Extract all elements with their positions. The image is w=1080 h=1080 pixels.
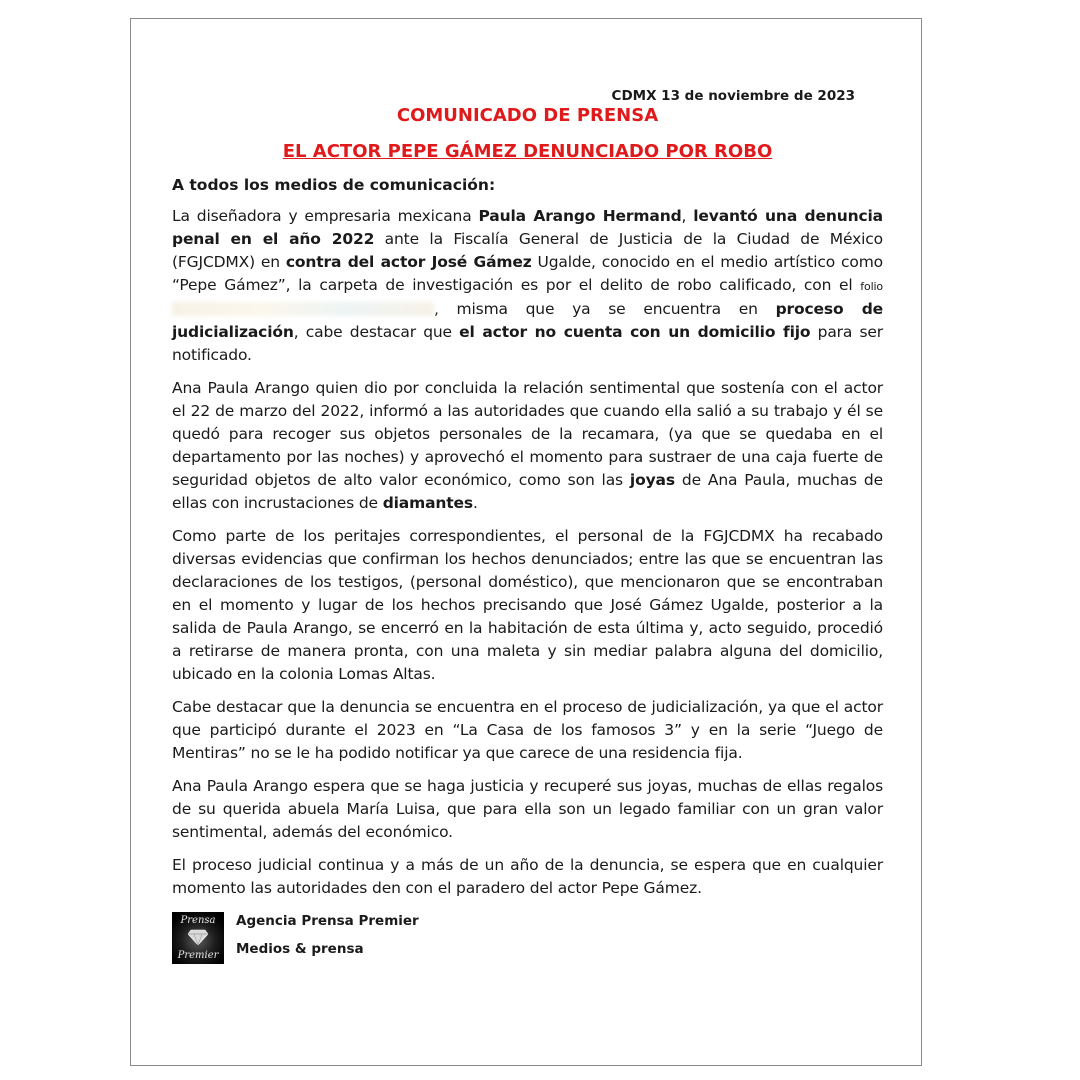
agency-name: Agencia Prensa Premier xyxy=(236,913,419,929)
redacted-folio-number xyxy=(172,302,434,316)
folio-label: folio xyxy=(860,280,883,293)
salutation: A todos los medios de comunicación: xyxy=(172,176,496,194)
signature-text xyxy=(236,912,419,958)
logo-text-bottom: Premier xyxy=(177,950,219,961)
paragraph-3: Como parte de los peritajes correspondientes, el personal de la FGJCDMX ha recabado diversas evidencias que confirman los hechos denunciados; entre las que se encuentran las declaraciones de los testigos, (personal doméstico), que mencionaron que se encontraban en el momento y lugar de los hechos precisando que José Gámez Ugalde, posterior a la salida de Paula Arango, se encerró en la habitación de esta última y, acto seguido, procedió a retirarse de manera pronta, con una maleta y sin mediar palabra alguna del domicilio, ubicado en la colonia Lomas Altas. xyxy=(172,527,883,683)
paragraph-4: Cabe destacar que la denuncia se encuentra en el proceso de judicialización, ya que el actor que participó durante el 2023 en “La Casa de los famosos 3” y en la serie “Juego de Mentiras” no se le ha podido notificar ya que carece de una residencia fija. xyxy=(172,698,883,762)
document-date: CDMX 13 de noviembre de 2023 xyxy=(611,88,855,104)
document-page xyxy=(130,18,922,1066)
logo-text-top: Prensa xyxy=(180,915,216,926)
paragraph-5: Ana Paula Arango espera que se haga justicia y recuperé sus joyas, muchas de ellas regalos de su querida abuela María Luisa, que para ella son un legado familiar con un gran valor sentimental, además del económico. xyxy=(172,777,883,841)
paragraph-1: La diseñadora y empresaria mexicana Paula Arango Hermand, levantó una denuncia penal en el año 2022 ante la Fiscalía General de Justicia de la Ciudad de México (FGJCDMX) en contra del actor José Gámez Ugalde, conocido en el medio artístico como “Pepe Gámez”, la carpeta de investigación es por el delito de robo calificado, con el folio, misma que ya se encuentra en proceso de judicialización, cabe destacar que el actor no cuenta con un domicilio fijo para ser notificado. xyxy=(172,207,884,364)
document-content xyxy=(172,87,883,964)
paragraph-6: El proceso judicial continua y a más de un año de la denuncia, se espera que en cualquier momento las autoridades den con el paradero del actor Pepe Gámez. xyxy=(172,856,883,897)
agency-subtitle: Medios & prensa xyxy=(236,941,364,957)
document-title: COMUNICADO DE PRENSA xyxy=(396,105,659,126)
diamond-icon xyxy=(188,929,208,945)
prensa-premier-logo xyxy=(172,912,224,964)
paragraph-2: Ana Paula Arango quien dio por concluida la relación sentimental que sostenía con el actor el 22 de marzo del 2022, informó a las autoridades que cuando ella salió a su trabajo y él se quedó para recoger sus objetos personales de la recamara, (ya que se quedaba en el departamento por las noches) y aprovechó el momento para sustraer de una caja fuerte de seguridad objetos de alto valor económico, como son las joyas de Ana Paula, muchas de ellas con incrustaciones de diamantes. xyxy=(172,379,883,512)
document-headline: EL ACTOR PEPE GÁMEZ DENUNCIADO POR ROBO xyxy=(282,141,773,162)
signature-block xyxy=(172,912,883,964)
